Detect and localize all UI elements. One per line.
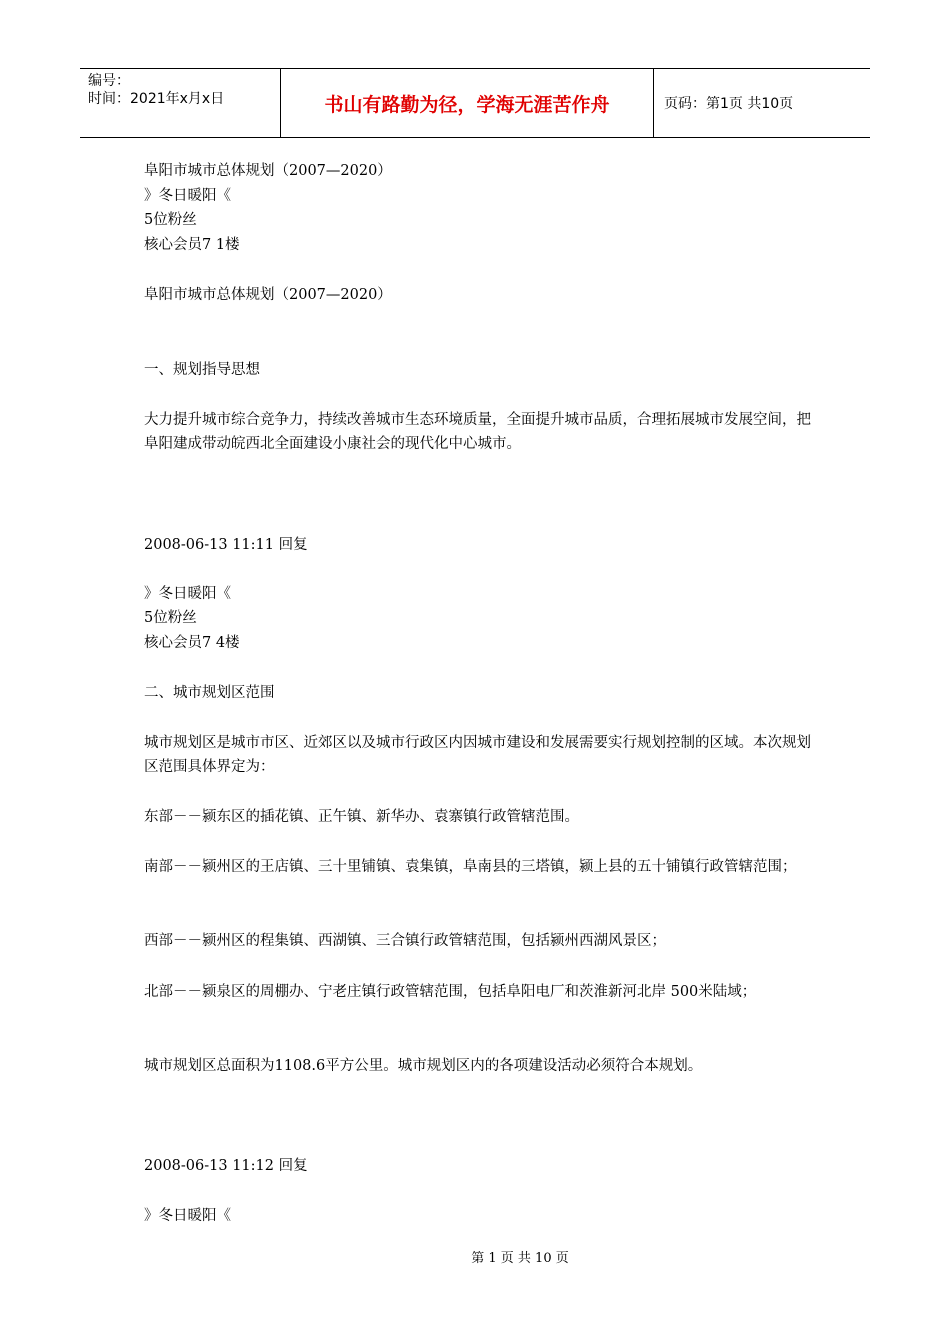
reply-timestamp: 2008-06-13 11:11 回复: [144, 537, 308, 553]
header-meta: [80, 69, 281, 137]
poster-name: 》冬日暖阳《: [144, 188, 231, 204]
header-motto: 书山有路勤为径，学海无涯苦作舟: [281, 69, 654, 137]
paragraph: 南部－－颍州区的王店镇、三十里铺镇、袁集镇，阜南县的三塔镇，颍上县的五十铺镇行政管辖范围；: [144, 859, 797, 875]
time-label: 时间：2021年x月x日: [88, 91, 225, 107]
document-header: [80, 68, 870, 138]
poster-name: 》冬日暖阳《: [144, 586, 231, 602]
poster-name: 》冬日暖阳《: [144, 1208, 231, 1224]
paragraph: 城市规划区是城市市区、近郊区以及城市行政区内因城市建设和发展需要实行规划控制的区域。本次规划区范围具体界定为：: [144, 735, 811, 775]
section-title: 阜阳市城市总体规划（2007—2020）: [144, 287, 392, 303]
poster-fans: 5位粉丝: [144, 212, 197, 228]
poster-rank: 核心会员7 4楼: [144, 635, 240, 651]
section-heading: 二、城市规划区范围: [144, 685, 275, 701]
section-heading: 一、规划指导思想: [144, 362, 260, 378]
paragraph-line: 东部－－颍东区的插花镇、正午镇、新华办、袁寨镇行政管辖范围。: [144, 809, 579, 825]
paragraph: 北部－－颍泉区的周棚办、宁老庄镇行政管辖范围，包括阜阳电厂和茨淮新河北岸 500米陆域；: [144, 984, 757, 1000]
reply-timestamp: 2008-06-13 11:12 回复: [144, 1158, 308, 1174]
header-page-label: 页码：第1页 共10页: [664, 96, 794, 112]
poster-rank: 核心会员7 1楼: [144, 237, 240, 253]
number-label: 编号：: [88, 73, 130, 89]
body-title: 阜阳市城市总体规划（2007—2020）: [144, 163, 392, 179]
poster-fans: 5位粉丝: [144, 610, 197, 626]
page-footer: 第 1 页 共 10 页: [471, 1251, 569, 1266]
paragraph-line: 城市规划区总面积为1108.6平方公里。城市规划区内的各项建设活动必须符合本规划。: [144, 1058, 703, 1074]
paragraph-line: 西部－－颍州区的程集镇、西湖镇、三合镇行政管辖范围，包括颍州西湖风景区；: [144, 933, 666, 949]
paragraph: 大力提升城市综合竞争力，持续改善城市生态环境质量，全面提升城市品质，合理拓展城市发展空间，把阜阳建成带动皖西北全面建设小康社会的现代化中心城市。: [144, 412, 811, 452]
